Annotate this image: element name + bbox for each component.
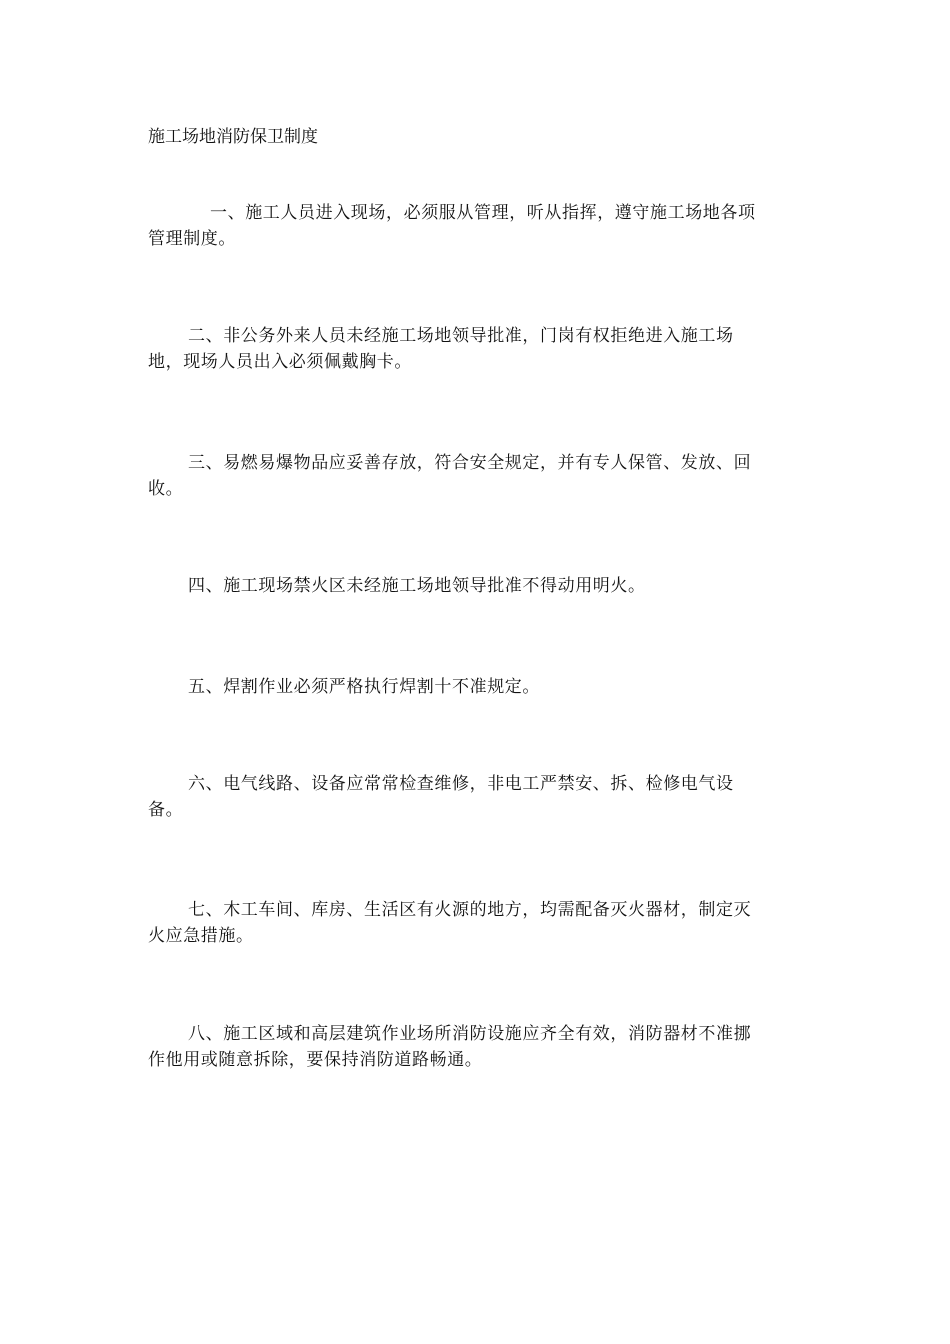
paragraph-1 — [148, 200, 808, 252]
paragraph-line: 火应急措施。 — [148, 926, 254, 946]
paragraph-line: 五、焊割作业必须严格执行焊割十不准规定。 — [188, 677, 540, 697]
paragraph-2 — [148, 323, 808, 375]
paragraph-6 — [148, 771, 808, 823]
paragraph-line: 八、施工区域和高层建筑作业场所消防设施应齐全有效，消防器材不准挪 — [188, 1024, 752, 1044]
paragraph-line: 收。 — [148, 479, 184, 499]
paragraph-line: 七、木工车间、库房、生活区有火源的地方，均需配备灭火器材，制定灭 — [188, 900, 752, 920]
paragraph-line: 作他用或随意拆除，要保持消防道路畅通。 — [148, 1050, 483, 1070]
paragraph-line: 三、易燃易爆物品应妥善存放，符合安全规定，并有专人保管、发放、回 — [188, 453, 752, 473]
paragraph-line: 一、施工人员进入现场，必须服从管理，听从指挥，遵守施工场地各项 — [210, 203, 756, 223]
paragraph-line: 管理制度。 — [148, 229, 236, 249]
paragraph-line: 备。 — [148, 800, 184, 820]
paragraph-5 — [148, 674, 808, 700]
paragraph-line: 四、施工现场禁火区未经施工场地领导批准不得动用明火。 — [188, 576, 646, 596]
paragraph-line: 二、非公务外来人员未经施工场地领导批准，门岗有权拒绝进入施工场 — [188, 326, 734, 346]
paragraph-8 — [148, 1021, 808, 1073]
paragraph-7 — [148, 897, 808, 949]
paragraph-line: 六、电气线路、设备应常常检查维修，非电工严禁安、拆、检修电气设 — [188, 774, 734, 794]
paragraph-3 — [148, 450, 808, 502]
paragraph-line: 地，现场人员出入必须佩戴胸卡。 — [148, 352, 412, 372]
document-title: 施工场地消防保卫制度 — [148, 127, 318, 147]
paragraph-4 — [148, 573, 808, 599]
